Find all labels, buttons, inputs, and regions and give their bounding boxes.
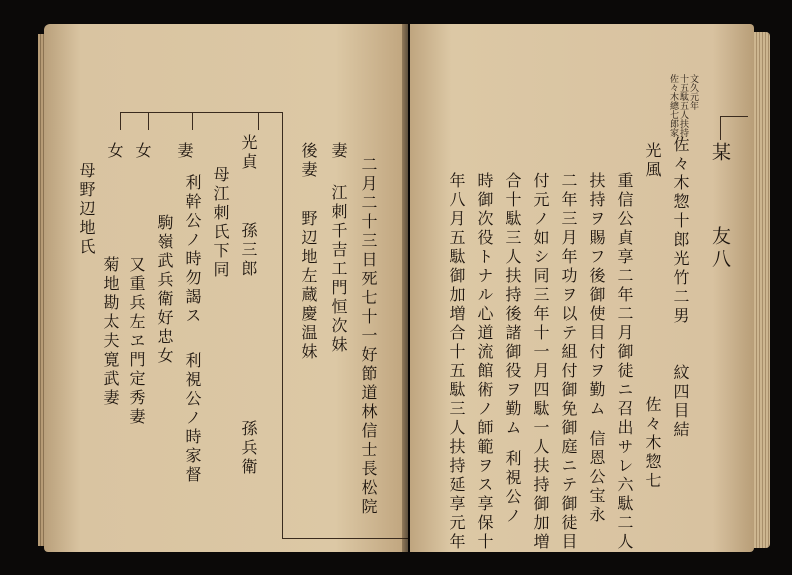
left-col-second-wife-label: 後妻 [299,142,318,180]
bracket-tick-3 [258,112,259,130]
left-col-magobee: 孫兵衛 [239,420,258,477]
header-given-name: 友八 [709,226,731,272]
marginal-note-line-3: 佐々木總七郎家 [668,74,678,137]
left-col-wife-2-label: 妻 [175,142,194,161]
right-col-lineage: 佐々木惣十郎光竹二男 [671,136,690,326]
left-col-mother-nobechi: 母野辺地氏 [77,162,96,257]
left-col-toshimoto: 利幹公ノ時勿謁ス [183,174,202,326]
left-col-kikuchi: 菊地勘太夫寛武妻 [101,256,120,408]
left-col-death-record: 二月二十三日死七十一好節道林信士長松院 [359,156,378,517]
bracket-left [120,112,121,130]
left-col-second-wife-detail: 野辺地左蔵慶温妹 [299,210,318,362]
bracket-right [282,112,283,538]
right-col-mitsukaze: 光風 [643,142,662,180]
left-col-wife-label: 妻 [329,142,348,161]
left-col-toshimi: 利視公ノ時家督 [183,352,202,485]
right-col-text-6: 時御次役トナル心道流館術ノ師範ヲス享保十 [475,172,494,552]
bracket-tick [148,112,149,130]
right-col-crest: 紋四目結 [671,364,690,440]
header-rule-left [720,116,721,140]
header-rule-top [720,116,748,117]
left-col-daughter-1-label: 女 [133,142,152,161]
right-col-text-2b: 信恩公宝永 [587,430,606,525]
marginal-note-line-2: 十五駄五人扶持 [678,74,688,137]
right-col-text-2: 扶持ヲ賜フ後御使目付ヲ勤ム [587,172,606,419]
left-col-magosaburo: 孫三郎 [239,222,258,279]
left-col-komamine: 駒嶺武兵衛好忠女 [155,214,174,366]
right-col-text-5: 合十駄三人扶持後諸御役ヲ勤ム [503,172,522,438]
left-page [44,24,408,552]
bracket-bottom [282,538,408,539]
left-col-wife-detail: 江刺千吉工門恒次妹 [329,184,348,355]
right-col-text-5b: 利視公ノ [503,450,522,526]
right-col-text-4: 付元ノ如シ同三年十一月四駄一人扶持御加増 [531,172,550,552]
marginal-note-line-1: 文久元年 [688,74,698,110]
bracket-tick-2 [192,112,193,130]
left-col-matajubee: 又重兵左ヱ門定秀妻 [127,256,146,427]
left-col-daughter-2-label: 女 [105,142,124,161]
right-page [410,24,754,552]
left-col-mitsusada: 光貞 [239,134,258,172]
right-col-sasaki-soshichi: 佐々木惣七 [643,396,662,491]
open-book [44,14,774,554]
right-col-text-3: 二年三月年功ヲ以テ組付御免御庭ニテ御徒目 [559,172,578,552]
left-col-mother-esashi: 母江刺氏下同 [211,166,230,280]
right-col-text-7: 年八月五駄御加増合十五駄三人扶持延享元年 [447,172,466,552]
header-surname: 某 [709,142,731,165]
right-page-edges [754,32,770,548]
right-col-text-1: 重信公貞享二年二月御徒ニ召出サレ六駄二人 [615,172,634,552]
